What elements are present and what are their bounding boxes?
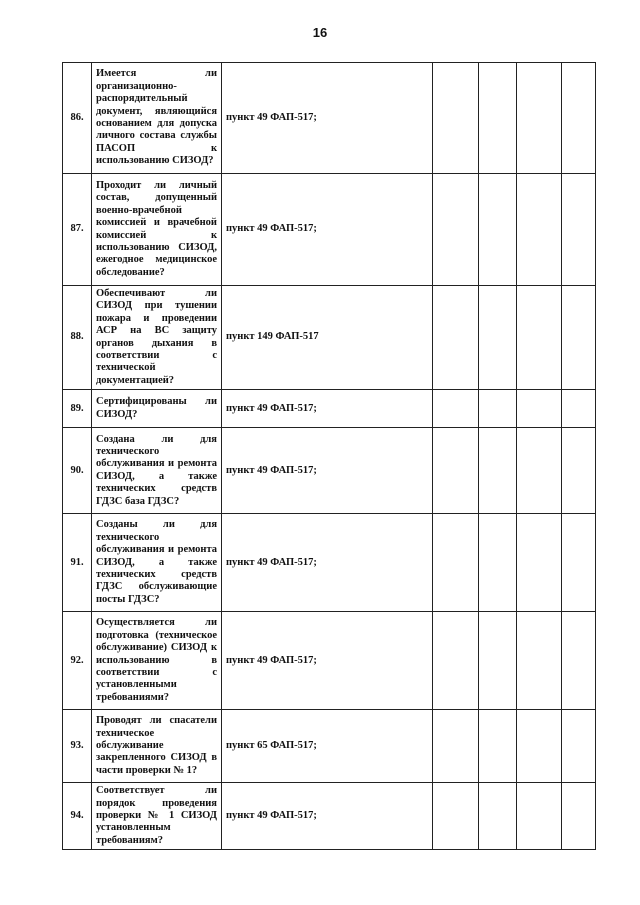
empty-cell <box>433 514 479 612</box>
empty-cell <box>479 612 517 710</box>
row-number: 90. <box>63 428 92 514</box>
row-legal-basis: пункт 49 ФАП-517; <box>222 612 433 710</box>
table-row <box>63 783 596 850</box>
row-legal-basis: пункт 49 ФАП-517; <box>222 390 433 428</box>
row-legal-basis: пункт 49 ФАП-517; <box>222 63 433 174</box>
empty-cell <box>479 428 517 514</box>
empty-cell <box>517 286 562 390</box>
row-legal-basis: пункт 49 ФАП-517; <box>222 428 433 514</box>
row-legal-basis: пункт 49 ФАП-517; <box>222 783 433 850</box>
row-number: 94. <box>63 783 92 850</box>
empty-cell <box>562 390 596 428</box>
empty-cell <box>562 63 596 174</box>
empty-cell <box>433 63 479 174</box>
row-number: 88. <box>63 286 92 390</box>
table-row <box>63 710 596 783</box>
page-number: 16 <box>312 25 328 40</box>
empty-cell <box>517 390 562 428</box>
row-question: Создана ли для технического обслуживания и ремонта СИЗОД, а также технических средств ГДЗС база ГДЗС? <box>92 428 222 514</box>
empty-cell <box>517 63 562 174</box>
table-row <box>63 612 596 710</box>
empty-cell <box>433 710 479 783</box>
row-number: 92. <box>63 612 92 710</box>
empty-cell <box>433 390 479 428</box>
row-legal-basis: пункт 65 ФАП-517; <box>222 710 433 783</box>
table-row <box>63 428 596 514</box>
row-legal-basis: пункт 49 ФАП-517; <box>222 174 433 286</box>
empty-cell <box>517 710 562 783</box>
empty-cell <box>517 612 562 710</box>
empty-cell <box>517 428 562 514</box>
table-row <box>63 286 596 390</box>
empty-cell <box>479 514 517 612</box>
empty-cell <box>433 286 479 390</box>
empty-cell <box>562 428 596 514</box>
table-row <box>63 514 596 612</box>
row-question: Обеспечивают ли СИЗОД при тушении пожара и проведении АСР на ВС защиту органов дыхания в соответствии с технической документацией? <box>92 286 222 390</box>
row-legal-basis: пункт 149 ФАП-517 <box>222 286 433 390</box>
empty-cell <box>433 174 479 286</box>
table-row <box>63 390 596 428</box>
row-question: Проводят ли спасатели техническое обслуживание закрепленного СИЗОД в части проверки № 1? <box>92 710 222 783</box>
row-legal-basis: пункт 49 ФАП-517; <box>222 514 433 612</box>
row-question: Осуществляется ли подготовка (техническое обслуживание) СИЗОД к использованию в соответствии с установленными требованиями? <box>92 612 222 710</box>
row-question: Имеется ли организационно-распорядительный документ, являющийся основанием для допуска личного состава службы ПАСОП к использованию СИЗОД? <box>92 63 222 174</box>
empty-cell <box>433 612 479 710</box>
empty-cell <box>479 286 517 390</box>
table-row <box>63 174 596 286</box>
row-question: Проходит ли личный состав, допущенный военно-врачебной комиссией и врачебной комиссией к использованию СИЗОД, ежегодное медицинское обследование? <box>92 174 222 286</box>
checklist-table <box>62 62 596 850</box>
empty-cell <box>562 514 596 612</box>
empty-cell <box>479 783 517 850</box>
empty-cell <box>562 612 596 710</box>
empty-cell <box>433 428 479 514</box>
empty-cell <box>479 174 517 286</box>
empty-cell <box>517 174 562 286</box>
empty-cell <box>562 174 596 286</box>
row-number: 93. <box>63 710 92 783</box>
row-question: Соответствует ли порядок проведения проверки № 1 СИЗОД установленным требованиям? <box>92 783 222 850</box>
empty-cell <box>479 63 517 174</box>
row-number: 91. <box>63 514 92 612</box>
empty-cell <box>517 783 562 850</box>
row-question: Созданы ли для технического обслуживания и ремонта СИЗОД, а также технических средств ГДЗС обслуживающие посты ГДЗС? <box>92 514 222 612</box>
row-question: Сертифицированы ли СИЗОД? <box>92 390 222 428</box>
empty-cell <box>517 514 562 612</box>
row-number: 89. <box>63 390 92 428</box>
empty-cell <box>562 710 596 783</box>
empty-cell <box>562 286 596 390</box>
row-number: 86. <box>63 63 92 174</box>
table-row <box>63 63 596 174</box>
empty-cell <box>479 710 517 783</box>
empty-cell <box>562 783 596 850</box>
empty-cell <box>479 390 517 428</box>
row-number: 87. <box>63 174 92 286</box>
empty-cell <box>433 783 479 850</box>
